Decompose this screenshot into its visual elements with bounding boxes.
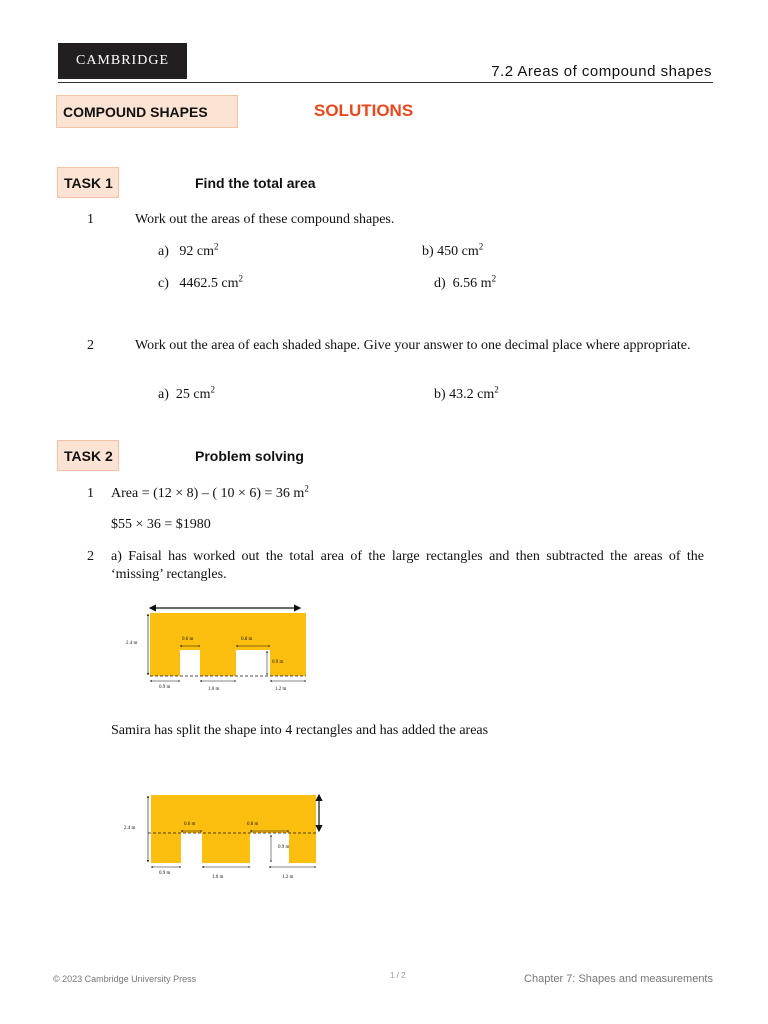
task1-q2-answer-b	[434, 386, 499, 404]
task1-q1-answer-b	[422, 243, 483, 261]
answer-value: 4462.5 cm	[179, 276, 239, 291]
task1-q2-text: Work out the area of each shaded shape. Give your answer to one decimal place where appropriate.	[135, 338, 691, 353]
base1-label: 0.9 m	[159, 871, 171, 876]
task2-q1-line1	[111, 485, 309, 503]
task2-tag: TASK 2	[57, 440, 119, 471]
base1-label: 0.9 m	[159, 685, 171, 690]
footer-chapter: Chapter 7: Shapes and measurements	[524, 973, 713, 985]
task1-q1-answer-a	[158, 243, 219, 261]
answer-value: 450 cm	[437, 244, 479, 259]
task1-q1-number: 1	[87, 212, 94, 227]
answer-value: 43.2 cm	[449, 387, 495, 402]
gap1-label: 0.6 m	[182, 637, 194, 642]
answer-exponent: 2	[478, 241, 484, 252]
solutions-heading: SOLUTIONS	[314, 101, 414, 120]
section-title: 7.2 Areas of compound shapes	[491, 63, 712, 80]
answer-exponent: 2	[238, 273, 243, 284]
task1-q1-answer-c	[158, 275, 243, 293]
task1-q2-number: 2	[87, 338, 94, 353]
faisal-diagram	[120, 600, 320, 696]
answer-exponent: 2	[491, 273, 497, 284]
compound-shapes-tag: COMPOUND SHAPES	[56, 95, 238, 128]
compound-shape	[151, 795, 316, 863]
gap2-label: 0.8 m	[247, 822, 259, 827]
cambridge-logo: CAMBRIDGE	[58, 43, 187, 79]
answer-label: c)	[158, 276, 169, 291]
footer-copyright: © 2023 Cambridge University Press	[53, 974, 197, 984]
base3-label: 1.2 m	[275, 687, 287, 692]
answer-exponent: 2	[210, 384, 215, 395]
compound-shape	[150, 613, 306, 676]
base2-label: 1.0 m	[212, 875, 224, 880]
task1-q1-text: Work out the areas of these compound shapes.	[135, 212, 395, 227]
answer-exponent: 2	[494, 384, 499, 395]
answer-label: a)	[158, 387, 169, 402]
task2-q1-line2: $55 × 36 = $1980	[111, 517, 211, 532]
gap1-label: 0.6 m	[184, 822, 196, 827]
task2-q1-number: 1	[87, 486, 94, 501]
height-label: 2.4 m	[126, 641, 138, 646]
area-exponent: 2	[304, 483, 309, 494]
answer-value: 6.56 m	[452, 276, 492, 291]
area-equation: Area = (12 × 8) – ( 10 × 6) = 36 m	[111, 486, 305, 501]
answer-value: 25 cm	[175, 387, 211, 402]
base3-label: 1.2 m	[282, 875, 294, 880]
task2-heading: Problem solving	[195, 448, 304, 464]
answer-label: d)	[434, 276, 446, 291]
task1-q1-answer-d	[434, 275, 496, 293]
header-rule	[58, 82, 713, 83]
task1-tag: TASK 1	[57, 167, 119, 198]
task1-q2-answer-a	[158, 386, 215, 404]
answer-label: b)	[434, 387, 446, 402]
answer-label: b)	[422, 244, 434, 259]
height-label: 2.4 m	[124, 826, 136, 831]
samira-diagram	[120, 790, 330, 882]
answer-label: a)	[158, 244, 169, 259]
answer-exponent: 2	[214, 241, 219, 252]
answer-value: 92 cm	[179, 244, 214, 259]
notch-label: 0.9 m	[272, 660, 284, 665]
notch-label: 0.9 m	[278, 845, 290, 850]
task2-q2-number: 2	[87, 549, 94, 564]
footer-page-number: 1 / 2	[390, 971, 406, 980]
gap2-label: 0.8 m	[241, 637, 253, 642]
samira-text: Samira has split the shape into 4 rectangles and has added the areas	[111, 723, 489, 738]
task1-heading: Find the total area	[195, 175, 316, 191]
task2-q2-text: a) Faisal has worked out the total area of the large rectangles and then subtracted the areas of the ‘missing’ rectangles.	[111, 549, 704, 582]
base2-label: 1.0 m	[208, 687, 220, 692]
